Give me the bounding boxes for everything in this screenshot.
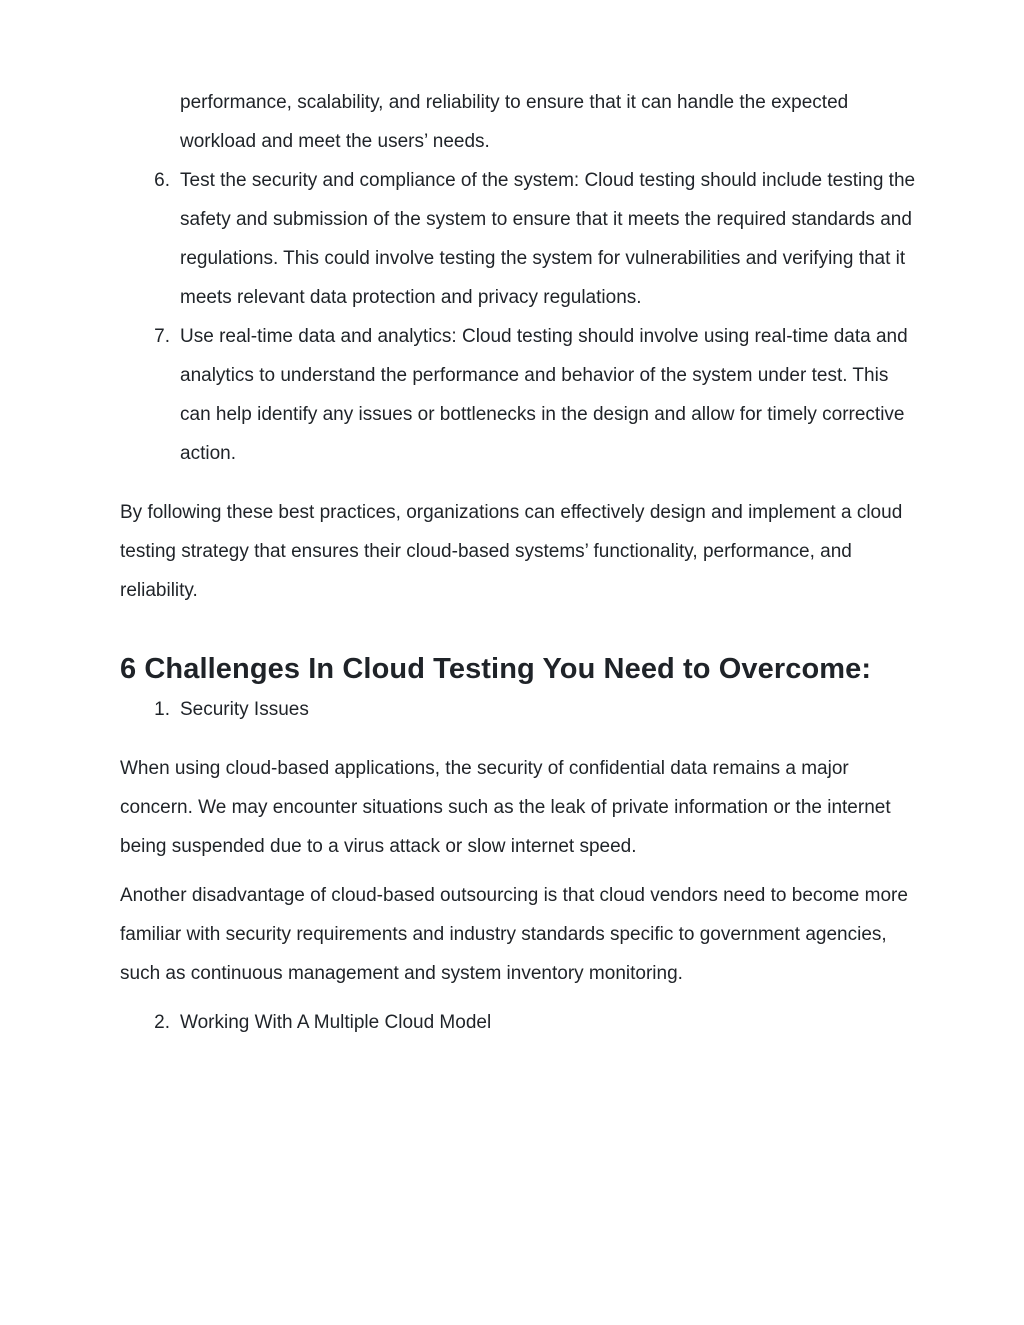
continuation-text: performance, scalability, and reliability to ensure that it can handle the expected workload and meet the users’ needs.: [180, 92, 849, 152]
list-item-challenge-2: [120, 1003, 920, 1042]
section-heading: 6 Challenges In Cloud Testing You Need to Overcome:: [120, 653, 872, 685]
list-item-text: Security Issues: [180, 699, 309, 720]
list-number: 1.: [154, 699, 170, 720]
security-paragraph-1: When using cloud-based applications, the security of confidential data remains a major concern. We may encounter situations such as the leak of private information or the internet being suspended due to a virus attack or slow internet speed.: [120, 758, 891, 857]
list-item-challenge-1: [120, 690, 920, 729]
document-content: [120, 83, 920, 1042]
list-item-continuation: [120, 83, 920, 161]
list-number: 7.: [154, 326, 170, 347]
summary-paragraph: By following these best practices, organizations can effectively design and implement a cloud testing strategy that ensures their cloud-based systems’ functionality, performance, and reliability.: [120, 502, 903, 601]
security-paragraph-2: Another disadvantage of cloud-based outsourcing is that cloud vendors need to become more familiar with security requirements and industry standards specific to government agencies, such as continuous management and system inventory monitoring.: [120, 885, 908, 984]
list-number: 6.: [154, 170, 170, 191]
list-item-text: Test the security and compliance of the system: Cloud testing should include testing the safety and submission of the system to ensure that it meets the required standards and regulations. This could involve testing the system for vulnerabilities and verifying that it meets relevant data protection and privacy regulations.: [180, 170, 916, 308]
list-number: 2.: [154, 1012, 170, 1033]
list-item-text: Use real-time data and analytics: Cloud testing should involve using real-time data and analytics to understand the performance and behavior of the system under test. This can help identify any issues or bottlenecks in the design and allow for timely corrective action.: [180, 326, 908, 464]
list-item-best-practice-6: [120, 161, 920, 317]
list-item-text: Working With A Multiple Cloud Model: [180, 1012, 492, 1033]
list-item-best-practice-7: [120, 317, 920, 473]
